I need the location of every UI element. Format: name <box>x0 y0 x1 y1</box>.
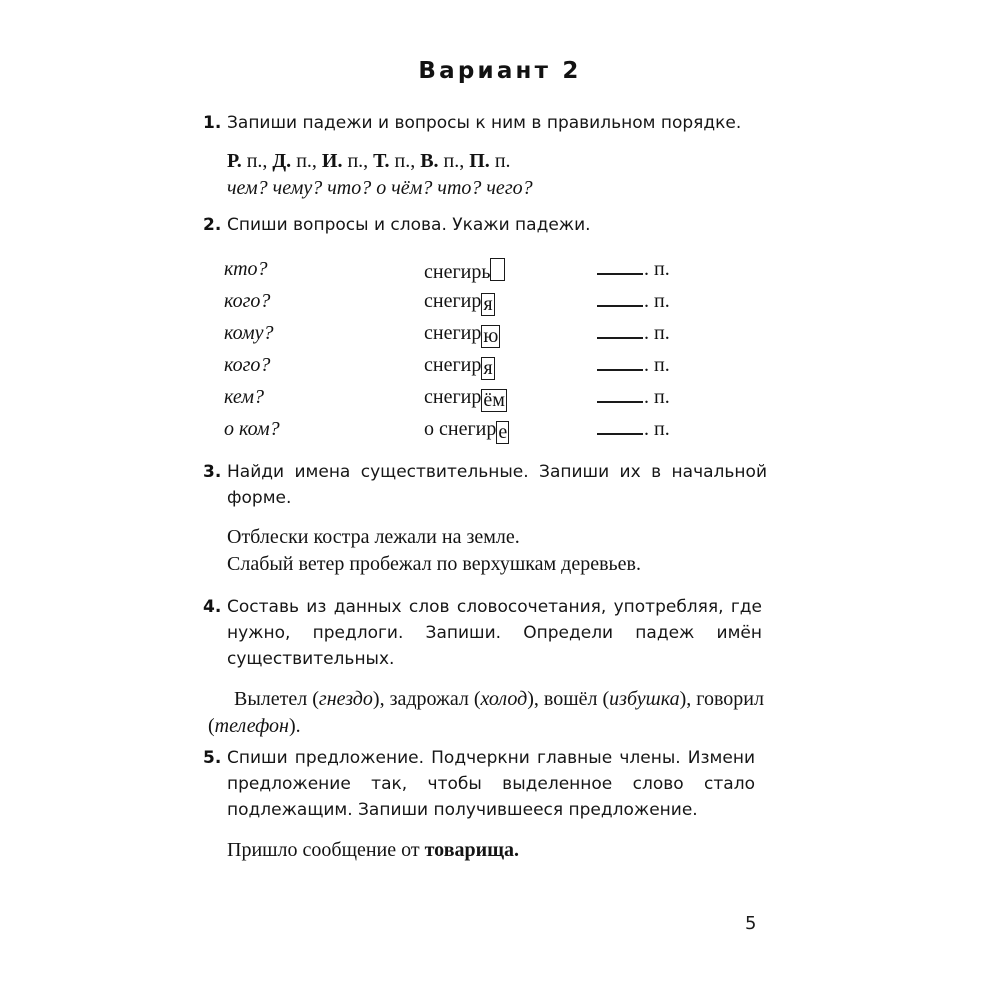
case-answer-blank-1[interactable] <box>597 253 717 285</box>
case-answer-blank-2[interactable] <box>597 285 717 317</box>
task-4-part-1: Вылетел ( <box>234 688 319 710</box>
noun-form-6 <box>424 413 597 445</box>
task-2 <box>203 212 803 238</box>
task-3-header <box>203 459 803 511</box>
noun-stem-5: снегир <box>424 385 482 408</box>
task-5-instruction: Спиши предложение. Подчеркни главные члены. Измени предложение так, чтобы выделенное слово стало подлежащим. Запиши получившееся предложение. <box>227 748 755 820</box>
task-4-part-8: телефон <box>214 715 289 737</box>
ending-box-3: ю <box>483 324 499 347</box>
noun-form-2 <box>424 285 597 317</box>
task-4-number: 4. <box>203 597 222 617</box>
task-5-number: 5. <box>203 748 222 768</box>
task-1-instruction: Запиши падежи и вопросы к ним в правильном порядке. <box>227 113 742 133</box>
case-question-1: кто? <box>224 257 268 280</box>
task-4-header <box>203 594 803 672</box>
case-answer-blank-4[interactable] <box>597 349 717 381</box>
case-abbr-suffix-4: п., <box>389 150 416 172</box>
ending-box-1 <box>490 258 505 281</box>
task-4-part-6: избушка <box>609 688 680 710</box>
answer-rule-3[interactable] <box>597 324 643 339</box>
task-1-number: 1. <box>203 113 222 133</box>
task-3 <box>203 459 803 578</box>
answer-suffix-1: . п. <box>644 257 670 280</box>
task-1-header <box>203 110 803 136</box>
case-abbr-capital-4: Т. <box>373 150 390 172</box>
case-question-6: о ком? <box>224 417 280 440</box>
page-number: 5 <box>745 913 757 934</box>
case-abbr-suffix-5: п., <box>438 150 465 172</box>
task-2-header <box>203 212 803 238</box>
case-abbr-suffix-3: п., <box>342 150 369 172</box>
task-4-content <box>208 686 778 740</box>
case-answer-blank-3[interactable] <box>597 317 717 349</box>
case-question-2: кого? <box>224 289 271 312</box>
task-4-part-9: ). <box>288 715 301 737</box>
answer-suffix-6: . п. <box>644 417 670 440</box>
answer-rule-4[interactable] <box>597 356 643 371</box>
task-4 <box>203 594 803 740</box>
case-question-4: кого? <box>224 353 271 376</box>
page-title: Вариант 2 <box>418 58 582 84</box>
answer-suffix-2: . п. <box>644 289 670 312</box>
noun-stem-4: снегир <box>424 353 482 376</box>
task-2-instruction: Спиши вопросы и слова. Укажи падежи. <box>227 215 591 235</box>
task-3-instruction: Найди имена существительные. Запиши их в начальной форме. <box>227 462 767 508</box>
case-abbr-suffix-1: п., <box>241 150 268 172</box>
task-4-part-5: ), вошёл ( <box>527 688 610 710</box>
task-2-number: 2. <box>203 215 222 235</box>
case-answer-blank-6[interactable] <box>597 413 717 445</box>
case-abbr-suffix-6: п. <box>489 150 511 172</box>
task-4-instruction: Составь из данных слов словосочетания, употребляя, где нужно, предлоги. Запиши. Определи падеж имён существительных. <box>227 597 762 669</box>
task-1-content <box>227 148 803 202</box>
case-abbr-capital-1: Р. <box>227 150 242 172</box>
task-5-header <box>203 745 803 823</box>
ending-box-6: е <box>496 421 509 444</box>
case-question-5: кем? <box>224 385 264 408</box>
task-4-part-7: ), говорил ( <box>208 688 764 737</box>
task-1-cases-line <box>227 148 803 175</box>
task-3-sentence-1: Отблески костра лежали на земле. <box>227 526 520 548</box>
case-abbr-capital-2: Д. <box>272 150 292 172</box>
noun-stem-3: снегир <box>424 321 482 344</box>
table-row <box>224 413 717 445</box>
answer-suffix-4: . п. <box>644 353 670 376</box>
task-1-questions: чем? чему? что? о чём? что? чего? <box>227 177 533 199</box>
noun-stem-6: о снегир <box>424 417 497 440</box>
table-row <box>224 349 717 381</box>
table-row <box>224 381 717 413</box>
task-5-part-1: Пришло сообщение от <box>227 839 425 861</box>
answer-rule-2[interactable] <box>597 292 643 307</box>
task-4-part-3: ), задрожал ( <box>372 688 481 710</box>
task-5-content <box>227 837 803 864</box>
noun-stem-1: снегирь <box>424 260 491 283</box>
task-1 <box>203 110 803 202</box>
noun-form-3 <box>424 317 597 349</box>
task-5-part-2: товарища. <box>424 839 520 861</box>
answer-rule-1[interactable] <box>597 260 643 275</box>
noun-form-4 <box>424 349 597 381</box>
task-4-part-2: гнездо <box>318 688 373 710</box>
ending-box-2: я <box>483 292 493 315</box>
case-abbr-capital-6: П. <box>469 150 490 172</box>
case-question-3: кому? <box>224 321 274 344</box>
table-row <box>224 317 717 349</box>
task-5 <box>203 745 803 864</box>
answer-suffix-5: . п. <box>644 385 670 408</box>
table-row <box>224 285 717 317</box>
answer-suffix-3: . п. <box>644 321 670 344</box>
answer-rule-5[interactable] <box>597 388 643 403</box>
declension-table <box>224 253 717 445</box>
noun-form-1 <box>424 253 597 285</box>
case-answer-blank-5[interactable] <box>597 381 717 413</box>
task-3-sentence-2: Слабый ветер пробежал по верхушкам деревьев. <box>227 553 641 575</box>
case-abbr-capital-3: И. <box>321 150 343 172</box>
task-4-part-4: холод <box>480 688 528 710</box>
ending-box-4: я <box>483 356 493 379</box>
answer-rule-6[interactable] <box>597 420 643 435</box>
noun-stem-2: снегир <box>424 289 482 312</box>
case-abbr-capital-5: В. <box>420 150 439 172</box>
table-row <box>224 253 717 285</box>
ending-box-5: ём <box>483 388 505 411</box>
case-abbr-suffix-2: п., <box>291 150 317 172</box>
task-3-content <box>227 524 803 578</box>
noun-form-5 <box>424 381 597 413</box>
task-3-number: 3. <box>203 462 222 482</box>
